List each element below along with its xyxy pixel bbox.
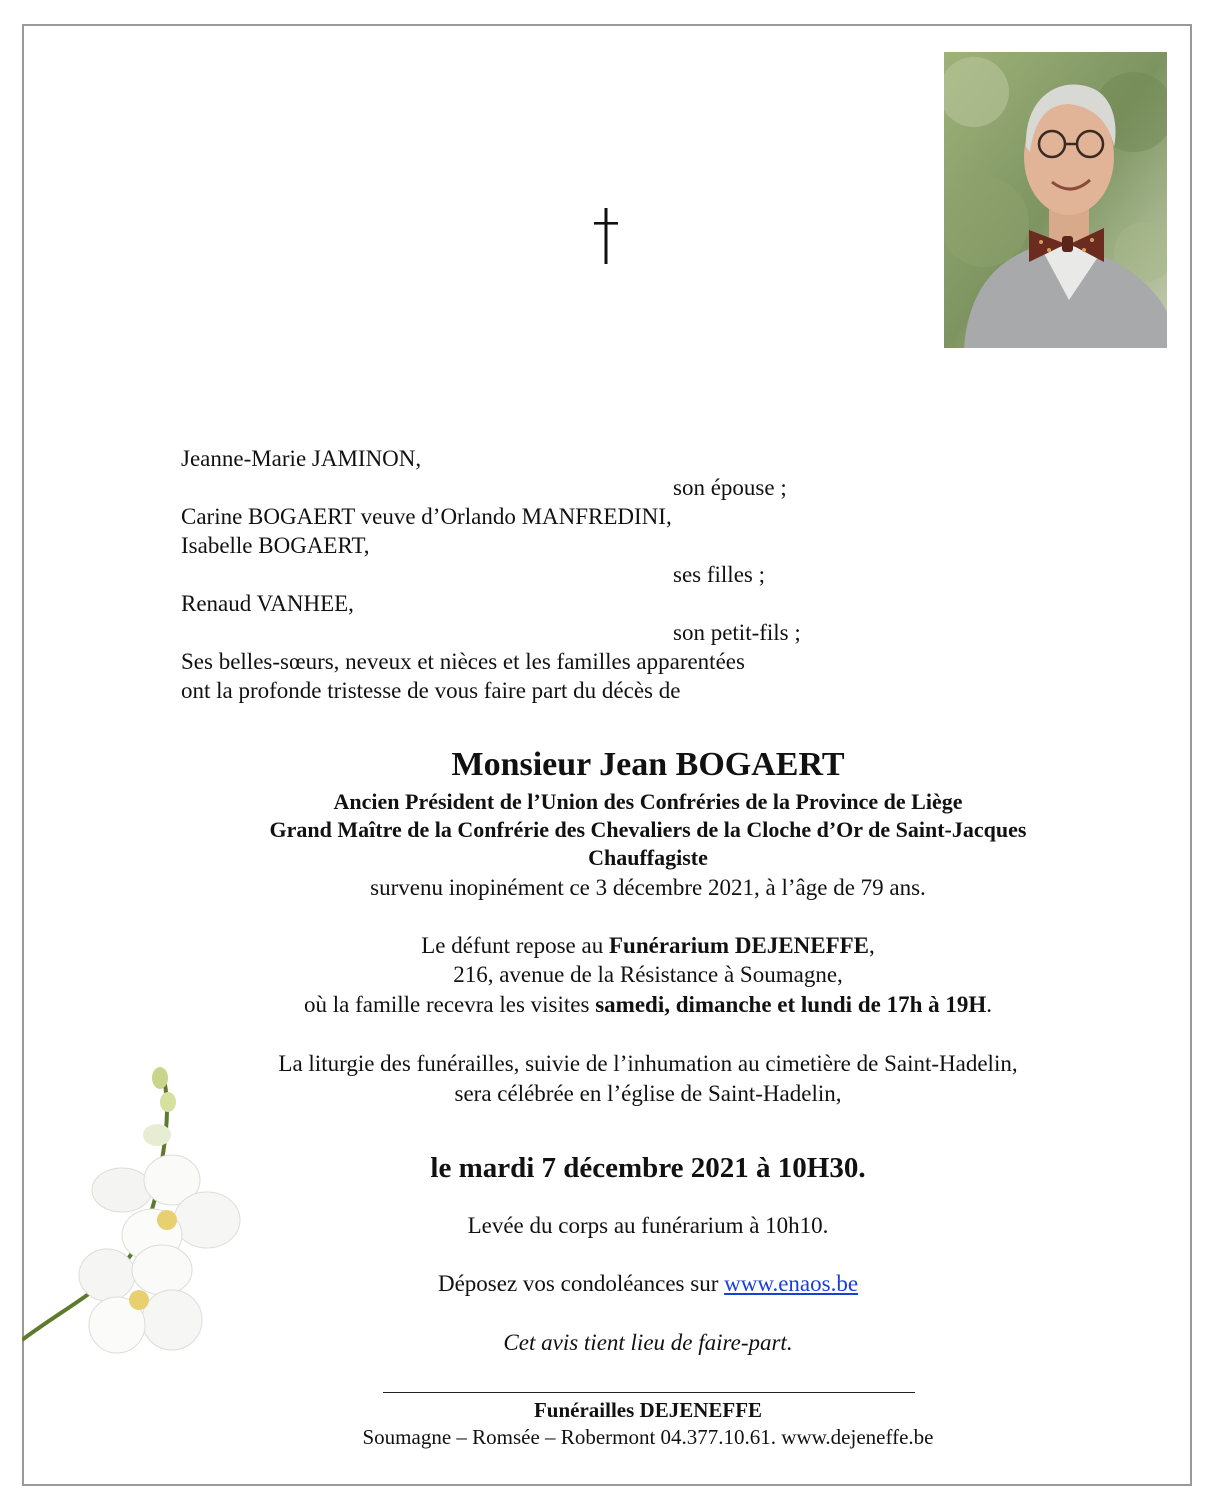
family-line: ont la profonde tristesse de vous faire part du décès de <box>181 678 681 703</box>
family-announcement <box>181 444 881 705</box>
orchid-flower-image <box>22 1060 252 1390</box>
family-line: Isabelle BOGAERT, <box>181 533 370 558</box>
relationship-label: son épouse ; <box>673 475 787 500</box>
relationship-label: ses filles ; <box>673 562 765 587</box>
family-line: Carine BOGAERT veuve d’Orlando MANFREDINI, <box>181 504 672 529</box>
visiting-hours: samedi, dimanche et lundi de 17h à 19H <box>595 992 987 1017</box>
condolences-line: Déposez vos condoléances sur www.enaos.be <box>437 1271 859 1296</box>
title-line: Grand Maître de la Confrérie des Chevaliers de la Cloche d’Or de Saint-Jacques <box>269 817 1027 842</box>
funerarium-name: Funérarium DEJENEFFE <box>608 933 870 958</box>
portrait-photo <box>944 52 1167 348</box>
visitation-line-3: où la famille recevra les visites samedi, dimanche et lundi de 17h à 19H. <box>303 992 992 1017</box>
footer-contact: Soumagne – Romsée – Robermont 04.377.10.61. www.dejeneffe.be <box>362 1425 934 1449</box>
service-date: le mardi 7 décembre 2021 à 10H30. <box>430 1152 866 1184</box>
deceased-name: Monsieur Jean BOGAERT <box>451 746 845 783</box>
visitation-address: 216, avenue de la Résistance à Soumagne, <box>453 962 843 987</box>
footer-title: Funérailles DEJENEFFE <box>533 1398 763 1422</box>
notice-note: Cet avis tient lieu de faire-part. <box>503 1330 793 1355</box>
visitation-line-1: Le défunt repose au Funérarium DEJENEFFE, <box>421 933 875 958</box>
title-line: Ancien Président de l’Union des Confréries de la Province de Liège <box>333 789 963 814</box>
service-line-2: sera célébrée en l’église de Saint-Hadelin, <box>454 1081 842 1106</box>
cross-icon <box>589 208 623 264</box>
family-line: Ses belles-sœurs, neveux et nièces et les familles apparentées <box>181 649 745 674</box>
service-line-1: La liturgie des funérailles, suivie de l’inhumation au cimetière de Saint-Hadelin, <box>278 1051 1018 1076</box>
death-notice: survenu inopinément ce 3 décembre 2021, à l’âge de 79 ans. <box>370 875 926 900</box>
deceased-titles <box>200 788 1096 872</box>
condolences-link[interactable]: www.enaos.be <box>724 1271 859 1296</box>
footer-divider <box>383 1392 915 1393</box>
family-line: Renaud VANHEE, <box>181 591 354 616</box>
family-line: Jeanne-Marie JAMINON, <box>181 446 422 471</box>
title-line: Chauffagiste <box>588 845 708 870</box>
levee-du-corps: Levée du corps au funérarium à 10h10. <box>467 1213 829 1238</box>
relationship-label: son petit-fils ; <box>673 620 801 645</box>
